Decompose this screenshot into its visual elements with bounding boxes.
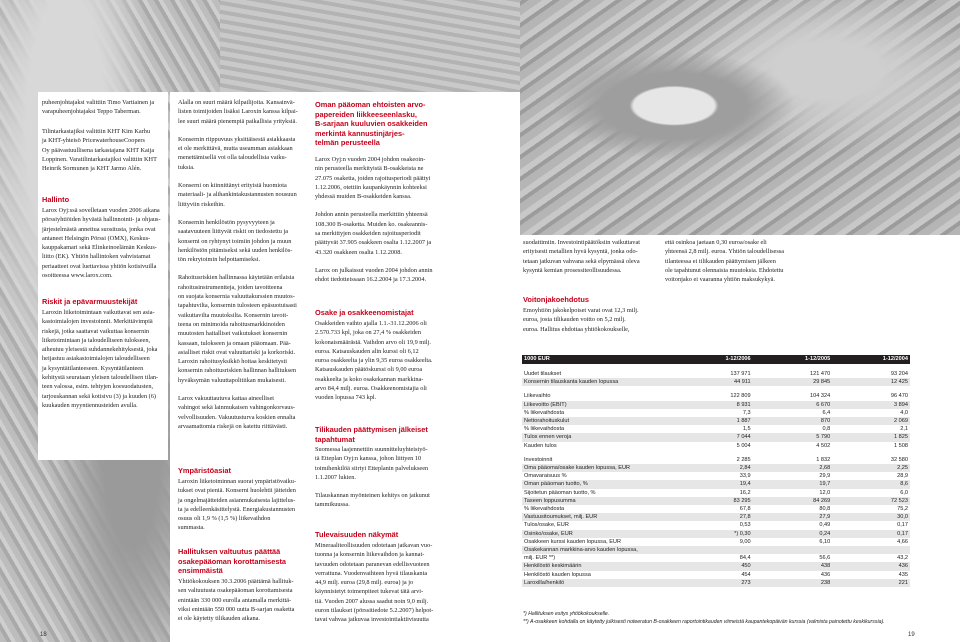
cell-value: 44 911 — [673, 378, 753, 386]
row-label: Nettorahoituskulut — [522, 417, 673, 425]
cell-value: 93 204 — [890, 371, 908, 377]
cell-value: 1,5 — [742, 426, 751, 433]
line: tapahtuvilta, konsernin tulosteen epäsuotuisasti — [178, 302, 297, 310]
line: puheenjohtajaksi valittiin Timo Vartiainen ja — [42, 99, 155, 106]
cell-value: 0,53 — [739, 522, 751, 529]
row-label: Osakekannan markkina-arvo kauden lopussa, — [522, 546, 673, 554]
cell-value: 137 971 — [730, 371, 751, 377]
line: Heinrik Sormunen ja KHT Jarmo Alén. — [42, 165, 142, 173]
cell-value: 12,0 — [819, 489, 831, 496]
table-row — [522, 579, 910, 587]
cell-value: 9,00 — [739, 538, 751, 545]
cell-value: 1 887 — [673, 417, 753, 425]
heading-line: Hallituksen valtuutus päättää — [178, 547, 281, 556]
line: Loppinen. Varatilintarkastajiksi valittiin KHT — [42, 155, 157, 163]
cell-value: 0,17 — [897, 522, 908, 529]
line: verrattuna. Vuodenvaihteen hyvä tilauskanta — [315, 569, 428, 577]
line: euron tilaukset (pörssitiedote 5.2.2007) helpot- — [315, 607, 434, 615]
share-issue-heading — [315, 100, 447, 148]
line: viksi enintään 550 000 uutta B-sarjan osaketta — [178, 605, 295, 613]
line: summasta. — [178, 524, 205, 532]
table-row — [522, 417, 910, 425]
line: kysyntä kemian prosessiteollisuudessa. — [523, 266, 622, 274]
line: ta ja edelleenkäsittelystä. Energiakustannusten — [178, 505, 296, 513]
line: Konsernin riippuvuus yksittäisestä asiakkaasta — [178, 135, 296, 143]
line: Johdon annin perusteella merkittiin yhteensä — [315, 211, 428, 219]
cell-value: 1 832 — [816, 456, 831, 463]
line: kuukauden myyntiennusteiden avulla. — [42, 401, 138, 409]
line: kassaan, tulokseen ja omaan pääomaan. Pää- — [178, 339, 291, 347]
cell-value: 19,7 — [753, 480, 833, 488]
cell-value: 3 894 — [832, 401, 910, 409]
line: toimihenkilöä siirtyi Etteplanin palvelukseen — [315, 464, 429, 472]
authorization-text — [178, 577, 310, 623]
machinery-photo-top — [220, 0, 520, 92]
line: riskejä, jotka saattavat vaikuttaa konsernin — [42, 327, 150, 335]
line: yhteensä 2,8 milj. euroa. Yhtiön taloudellisessa — [665, 248, 785, 256]
row-label: 1000 EUR — [522, 355, 673, 364]
line: suodattimiin. Investointipäätöksiin vaikuttavat — [523, 239, 640, 246]
heading-line: B-sarjaan kuuluvien osakkeiden — [315, 119, 428, 129]
shares-heading: Osake ja osakkeenomistajat — [315, 308, 414, 317]
cell-value: 84 269 — [753, 497, 833, 505]
cell-value: *) 0,30 — [673, 530, 753, 538]
cell-value: 435 — [898, 571, 908, 578]
cell-value: 30,0 — [832, 513, 910, 521]
cell-value: 29 845 — [753, 378, 833, 386]
hallinto-text — [42, 206, 168, 280]
cell-value: 104 324 — [810, 393, 831, 400]
cell-value: 121 470 — [810, 371, 831, 377]
cell-value: 2 285 — [736, 456, 751, 463]
line: tavuuden odotetaan paranevan edellisvuoteen — [315, 560, 430, 568]
line: Larox Oyj:ssä sovelletaan vuoden 2006 aikana — [42, 207, 160, 214]
cell-value: 1-12/2004 — [832, 355, 910, 364]
cell-value: 56,6 — [819, 555, 831, 562]
line: tiä. Vuoden 2007 alussa saadut noin 9,0 milj. — [315, 597, 429, 605]
cell-value: 75,2 — [897, 506, 908, 513]
row-label: Vastuusitoumukset, milj. EUR — [522, 513, 673, 521]
table-row — [522, 378, 910, 386]
line: tä Etteplan Oyj:n kanssa, johon liittyen 10 — [315, 455, 422, 463]
line: Konserni on kiinnittänyt erityistä huomiota — [178, 182, 287, 190]
paragraph — [178, 273, 306, 385]
row-label: Oma pääoma/osake kauden lopussa, EUR — [522, 464, 673, 472]
key-figures-table — [522, 355, 910, 587]
cell-value: 32 580 — [890, 456, 908, 463]
cell-value: 436 — [832, 562, 910, 570]
dividend-proposal-text — [523, 306, 659, 334]
line: yhdessä muiden B-osakkeiden kanssa. — [315, 193, 412, 201]
cell-value: 5 790 — [753, 433, 833, 441]
cell-value: 7,3 — [742, 409, 751, 416]
line: saatavuuteen liittyvät riskit on tiedostettu ja — [178, 228, 288, 236]
cell-value: 27,8 — [673, 513, 753, 521]
row-label: Henkilöstö kauden lopussa — [524, 571, 591, 578]
line: 108.300 B-osaketta. Muiden ko. osakeannis- — [315, 220, 428, 228]
table-row — [522, 480, 910, 488]
paragraph — [315, 445, 447, 482]
row-label: Kauden tulos — [524, 442, 557, 449]
line: Yhtiökokouksen 30.3.2006 päättämä hallituk- — [178, 578, 294, 585]
heading-line: tapahtumat — [315, 434, 355, 444]
line: pörssiyhtiöiden hyvästä hallinnointi- ja ohjaus- — [42, 216, 161, 224]
table-row — [522, 538, 910, 546]
line: euroa osakkeelta ja ylin 9,35 euroa osakkeelta. — [315, 357, 433, 365]
cell-value: 4,66 — [897, 538, 908, 545]
line: varapuheenjohtajaksi Teppo Taberman. — [42, 108, 141, 116]
line: hyväksymän valuuttapolitiikan mukaisesti. — [178, 376, 286, 384]
cell-value: 83 295 — [673, 497, 753, 505]
cell-value: 28,9 — [897, 473, 908, 480]
row-label: % liikevaihdosta — [524, 409, 565, 416]
line: kastoimialojen investoinnit. Merkittävimpiä — [42, 318, 153, 326]
line: Rahoitusriskien hallinnassa käytetään erilaisia — [178, 274, 295, 282]
row-label: Uudet tilaukset — [524, 371, 562, 377]
table-row — [522, 456, 910, 464]
table-row — [522, 425, 910, 433]
cell-value: 2,25 — [832, 464, 910, 472]
line: vaikuttavilta muutoksilta. Konsernin tavoit- — [178, 311, 289, 319]
table-row — [522, 472, 910, 480]
line: Alalla on suuri määrä kilpailijoita. Kansainvä- — [178, 99, 295, 106]
table-row — [522, 546, 910, 554]
line: euroa, josta tilikauden voitto on 5,2 milj. — [523, 316, 626, 324]
line: ja ongelmajätteiden asianmukaisesta lajittelus- — [178, 496, 296, 504]
risks-heading: Riskit ja epävarmuustekijät — [42, 297, 138, 306]
line: materiaali- ja alihankintakustannusten nousuun — [178, 191, 297, 199]
cell-value: 27,9 — [753, 513, 833, 521]
column-4-text — [523, 238, 659, 275]
cell-value: 454 — [741, 571, 751, 578]
cell-value: 273 — [673, 579, 753, 587]
line: henkilöstön pitämiseksi sekä uuden henkilös- — [178, 246, 293, 254]
row-label: Osinko/osake, EUR — [522, 530, 673, 538]
line: teen valossa, esim. tehtyjen koesuodatusten, — [42, 383, 154, 391]
cell-value: 870 — [753, 417, 833, 425]
line: Katsauskauden päätöskurssi oli 9,00 euroa — [315, 366, 423, 374]
line: menettämisellä voi olla taloudellisia vaiku- — [178, 154, 287, 162]
cell-value — [753, 546, 833, 554]
row-label: % liikevaihdosta — [524, 506, 565, 513]
cell-value: 2,84 — [673, 464, 753, 472]
subsequent-events-heading — [315, 425, 449, 444]
line: kokonaismäärästä. Vaihdon arvo oli 19,9 milj. — [315, 338, 432, 346]
line: ehdot tiedotteissaan 16.2.2004 ja 17.3.2004. — [315, 276, 427, 284]
table-footnotes — [523, 611, 943, 626]
cell-value: 1-12/2005 — [753, 355, 833, 364]
line: arvo 84,4 milj. euroa. Osakkeenomistajia oli — [315, 385, 427, 393]
table-row — [522, 370, 910, 378]
line: liittyviin riskeihin. — [178, 200, 225, 208]
line: tuonna ja konsernin liikevaihdon ja kannat- — [315, 551, 425, 559]
cell-value: 1 508 — [894, 442, 908, 449]
footnote: **) A-osakkeen kohdalla on käytetty julkisesti noteeratun B-osakkeen raportointikauden viimeistä kaupantekopäivän kurssia (valmista painotettu keskikurssia). — [523, 618, 885, 625]
row-label: Osakkeen kurssi kauden lopussa, EUR — [524, 538, 622, 545]
line: ja kysyntätilanteeseen. Kysyntätilanteen — [42, 364, 144, 372]
machinery-photo-right — [520, 0, 960, 235]
cell-value: 72 523 — [832, 497, 910, 505]
line: Tilintarkastajiksi valittiin KHT Kim Karhu — [42, 128, 151, 135]
line: ole tapahtunut olennaisia muutoksia. Ehdotettu — [665, 266, 784, 274]
cell-value: 2,68 — [753, 464, 833, 472]
table-row — [522, 530, 910, 538]
line: sen valtuutusta osakepääoman korottamisesta — [178, 587, 293, 595]
line: Laroxin rahoitusyksikkö hoitaa keskitetysti — [178, 358, 287, 366]
line: voitonjako ei vaaranna yhtiön maksukykyä. — [665, 276, 775, 284]
line: enintään 330 000 eurolla antamalla merkittä- — [178, 596, 292, 604]
line: teena on minimoida rahoitusmarkkinoiden — [178, 320, 285, 328]
line: 2.570.733 kpl, joka on 27,4 % osakkeiden — [315, 329, 421, 337]
dividend-proposal-heading: Voitonjakoehdotus — [523, 295, 589, 304]
heading-line: ensimmäistä — [178, 566, 223, 576]
cell-value — [673, 546, 753, 554]
cell-value: 0,24 — [753, 530, 833, 538]
line: euroa. Katsauskauden alin kurssi oli 6,12 — [315, 347, 419, 355]
line: liiketoimintaan ja taloudelliseen tulokseen, — [42, 336, 151, 344]
table-row — [522, 442, 910, 450]
cell-value: 8 931 — [673, 401, 753, 409]
cell-value: 19,4 — [673, 480, 753, 488]
cell-value — [832, 546, 910, 554]
cell-value: 450 — [673, 562, 753, 570]
line: periaatteet ovat luettavissa yhtiön kotisivuilla — [42, 262, 157, 270]
line: ja KHT-yhteisö PricewaterhouseCoopers — [42, 137, 145, 145]
line: tilanteessa ei tilikauden päättymisen jälkeen — [665, 257, 776, 265]
cell-value: 80,8 — [819, 506, 831, 513]
line: 1.1.2007 lukien. — [315, 473, 356, 481]
table-row — [522, 489, 910, 497]
column-2-text — [178, 98, 306, 440]
line: Larox on julkaissut vuoden 2004 johdon annin — [315, 266, 433, 274]
line: Osakkeiden vaihto ajalla 1.1.-31.12.2006 oli — [315, 320, 427, 327]
cell-value: 6,0 — [900, 489, 908, 496]
row-label: Liikevoitto (EBIT) — [522, 401, 673, 409]
environment-text — [178, 477, 308, 533]
row-label: Sijoitetun pääoman tuotto, % — [524, 489, 596, 496]
line: 1.12.2006, otettiin kaupankäynnin kohteeksi — [315, 183, 427, 191]
line: sa merkittyjen osakkeiden rajoitusperiodit — [315, 230, 421, 238]
line: tavat vahvaa jatkuvaa investointiaktiivisuutta — [315, 616, 429, 624]
table-row — [522, 464, 910, 472]
page-number-left: 18 — [40, 632, 47, 638]
table-header-row — [522, 355, 910, 364]
line: erityisesti metallien hyvä kysyntä, jonka odo- — [523, 248, 638, 256]
heading-line: papereiden liikkeeseenlasku, — [315, 109, 417, 119]
cell-value: 1-12/2006 — [673, 355, 753, 364]
cell-value: 43,2 — [897, 555, 908, 562]
paragraph — [178, 218, 306, 264]
line: kehitystä seurataan yleisen taloudellisen tilan- — [42, 374, 159, 382]
outlook-heading: Tulevaisuuden näkymät — [315, 530, 399, 539]
cell-value: 122 809 — [730, 393, 751, 400]
line: rahoitusinstrumentteja, joiden tavoitteena — [178, 283, 283, 291]
line: velvollisuuden. Vakuutusturva koskien ennalta — [178, 413, 296, 421]
table-row — [522, 513, 910, 521]
paragraph — [315, 491, 447, 510]
cell-value: 67,8 — [739, 506, 751, 513]
line: tukset ovat pieniä. Konserni huolehtii jätteiden — [178, 487, 296, 495]
cell-value: 33,9 — [739, 473, 751, 480]
line: vahingot sekä lainmukaisen vahingonkorvaus- — [178, 404, 295, 412]
line: ei ole käytetty tilikauden aikana. — [178, 615, 261, 623]
shares-text — [315, 319, 447, 403]
line: Larox vakuuttautuva kattaa aineelliset — [178, 395, 274, 403]
heading-line: merkintä kannustinjärjes- — [315, 128, 405, 138]
table-row — [522, 497, 910, 505]
paragraph — [178, 394, 306, 431]
row-label: Tulos/osake, EUR — [524, 522, 569, 529]
row-label: Konsernin tilauskanta kauden lopussa — [522, 378, 673, 386]
line: arvaamattomia riskejä on katettu riittävästi. — [178, 422, 288, 430]
paragraph — [178, 181, 306, 209]
line: asialliset riskit ovat valuuttariski ja korkoriski. — [178, 348, 296, 356]
cell-value: 438 — [753, 562, 833, 570]
line: järjestelmästä annettua suositusta, jonka ovat — [42, 225, 156, 233]
row-label: Investoinnit — [524, 456, 553, 463]
line: 44,9 milj. euroa (29,8 milj. euroa) ja jo — [315, 579, 414, 587]
line: Laroxin liiketoiminnan suorat ympäristövaiku- — [178, 478, 297, 485]
row-label: Liikevaihto — [524, 393, 551, 400]
cell-value: 6,10 — [819, 538, 831, 545]
table-row — [522, 505, 910, 513]
table-row — [522, 562, 910, 570]
heading-line: telmän perusteella — [315, 138, 380, 148]
line: Konsernin henkilöstön pysyvyyteen ja — [178, 218, 275, 226]
cell-value: 29,9 — [819, 473, 831, 480]
line: vuoden lopussa 743 kpl. — [315, 394, 377, 402]
cell-value: 0,8 — [822, 426, 831, 433]
column-5-text — [665, 238, 805, 284]
cell-value: 96 470 — [890, 393, 908, 400]
line: Laroxin liiketoimintaan vaikuttavat sen asia- — [42, 309, 155, 316]
cell-value: 7 044 — [673, 433, 753, 441]
line: euroa. Hallitus ehdottaa yhtiökokoukselle, — [523, 325, 630, 333]
risks-text — [42, 308, 168, 410]
line: on suojata konsernia valuuttakurssien muutos- — [178, 293, 295, 301]
line: konserni on ryhtynyt toimiin johdon ja muun — [178, 237, 292, 245]
cell-value: 6 670 — [753, 401, 833, 409]
row-label: Henkilöstö keskimäärin — [522, 562, 673, 570]
line: Suomessa laajennettiin suunnitteluyhteistyö- — [315, 446, 428, 453]
heading-line: osakepääoman korottamisesta — [178, 556, 287, 566]
column-1-auditors — [42, 127, 166, 173]
paragraph — [178, 98, 306, 126]
line: Oy päävastuullisena tarkastajana KHT Kaija — [42, 146, 155, 154]
cell-value: 1 825 — [832, 433, 910, 441]
cell-value: 5 004 — [736, 442, 751, 449]
line: tarjouskannan sekä kotisivu (3) ja kuuden (6) — [42, 392, 157, 400]
cell-value: 12 425 — [832, 378, 910, 386]
line: tetaan jatkuvan vahvana sekä elpymässä oleva — [523, 257, 640, 265]
heading-line: Oman pääoman ehtoisten arvo- — [315, 100, 426, 109]
paragraph — [315, 210, 445, 256]
cell-value: 84,4 — [739, 555, 751, 562]
row-label: milj. EUR **) — [524, 555, 556, 562]
line: tuksia. — [178, 163, 195, 171]
heading-line: Tilikauden päättymisen jälkeiset — [315, 425, 428, 434]
line: Tilauskannan myönteinen kehitys on jatkunut — [315, 492, 430, 500]
table-row — [522, 571, 910, 579]
line: 43.320 osakkeen osalta 1.12.2008. — [315, 248, 402, 256]
line: Emoyhtiön jakokelpoiset varat ovat 12,3 milj. — [523, 307, 639, 314]
subsequent-events-text — [315, 445, 447, 519]
page-number-right: 19 — [908, 632, 915, 638]
line: ei ole merkittävä, mutta useamman asiakkaan — [178, 145, 293, 153]
line: osakkeelta ja koko osakekannan markkina- — [315, 375, 424, 383]
table-row — [522, 401, 910, 409]
cell-value: 4 502 — [816, 442, 831, 449]
line: päättyvät 37.905 osakkeen osalta 1.12.2007 ja — [315, 239, 432, 247]
hallinto-heading: Hallinto — [42, 195, 70, 204]
line: osuus oli 1,9 % (1,5 %) liikevaihdon — [178, 515, 271, 523]
share-issue-text — [315, 155, 445, 294]
cell-value: 221 — [832, 579, 910, 587]
cell-value: 0,49 — [819, 522, 831, 529]
line: käynnistetyt toimenpiteet tukevat tätä arvi- — [315, 588, 424, 596]
table-row — [522, 521, 910, 529]
line: liitto (EK). Yhtiön hallintoken vahvistamat — [42, 253, 151, 261]
line: 27.075 osaketta, joiden rajoitusperiodi päättyi — [315, 174, 431, 182]
table-row — [522, 409, 910, 417]
footnote: *) Hallituksen esitys yhtiökokoukselle. — [523, 611, 610, 617]
table-row — [522, 433, 910, 441]
cell-value: 0,17 — [832, 530, 910, 538]
row-label: Laroxilla/henkilö — [522, 579, 673, 587]
line: osoitteessa www.larox.com. — [42, 272, 113, 280]
line: lee suuri määrä pienempiä paikallisia yrityksiä. — [178, 117, 297, 125]
line: tammikuussa. — [315, 501, 350, 509]
line: aiheutuu yleisestä suhdannekehityksestä, joka — [42, 346, 158, 354]
row-label: Tulos ennen veroja — [522, 433, 673, 441]
cell-value: 16,2 — [739, 489, 751, 496]
line: muutosten haitalliset vaikutukset konsernin — [178, 330, 288, 338]
paragraph — [315, 155, 445, 201]
cell-value: 8,6 — [832, 480, 910, 488]
line: konsernin rahoitusriskien hallinnan hallituksen — [178, 367, 297, 375]
outlook-text — [315, 541, 449, 625]
column-1-intro — [42, 98, 166, 117]
table-row — [522, 554, 910, 562]
cell-value: 2,1 — [900, 426, 908, 433]
line: että osinkoa jaetaan 0,30 euroa/osake eli — [665, 239, 767, 246]
cell-value: 238 — [753, 579, 833, 587]
cell-value: 6,4 — [822, 409, 831, 416]
row-label: Oman pääoman tuotto, % — [522, 480, 673, 488]
line: antaneet Helsingin Pörssi (OMX), Keskus- — [42, 234, 151, 242]
environment-heading: Ympäristöasiat — [178, 466, 231, 475]
line: tön rekrytoimin helpottamiseksi. — [178, 256, 261, 264]
line: heijastuu asiakastoimialojen taloudelliseen — [42, 355, 150, 363]
table-row — [522, 392, 910, 400]
paragraph — [315, 266, 445, 285]
row-label: Omavaraisuus % — [524, 473, 567, 480]
cell-value: 2 069 — [832, 417, 910, 425]
row-label: Taseen loppusumma — [522, 497, 673, 505]
line: nin perusteella merkityistä B-osakkeista ne — [315, 165, 424, 173]
cell-value: 436 — [820, 571, 831, 578]
paragraph — [178, 135, 306, 172]
authorization-heading — [178, 547, 312, 576]
cell-value: 4,0 — [900, 409, 908, 416]
line: Mineraaliteollisuuden odotetaan jatkavan vuo- — [315, 542, 433, 549]
row-label: % liikevaihdosta — [524, 426, 565, 433]
line: kauppakamari sekä Elinkeinoelämän Keskus- — [42, 244, 157, 252]
line: listen toimijoiden lisäksi Laroxin kanssa kilpai- — [178, 108, 298, 116]
line: Larox Oyj:n vuoden 2004 johdon osakeoin- — [315, 156, 426, 163]
